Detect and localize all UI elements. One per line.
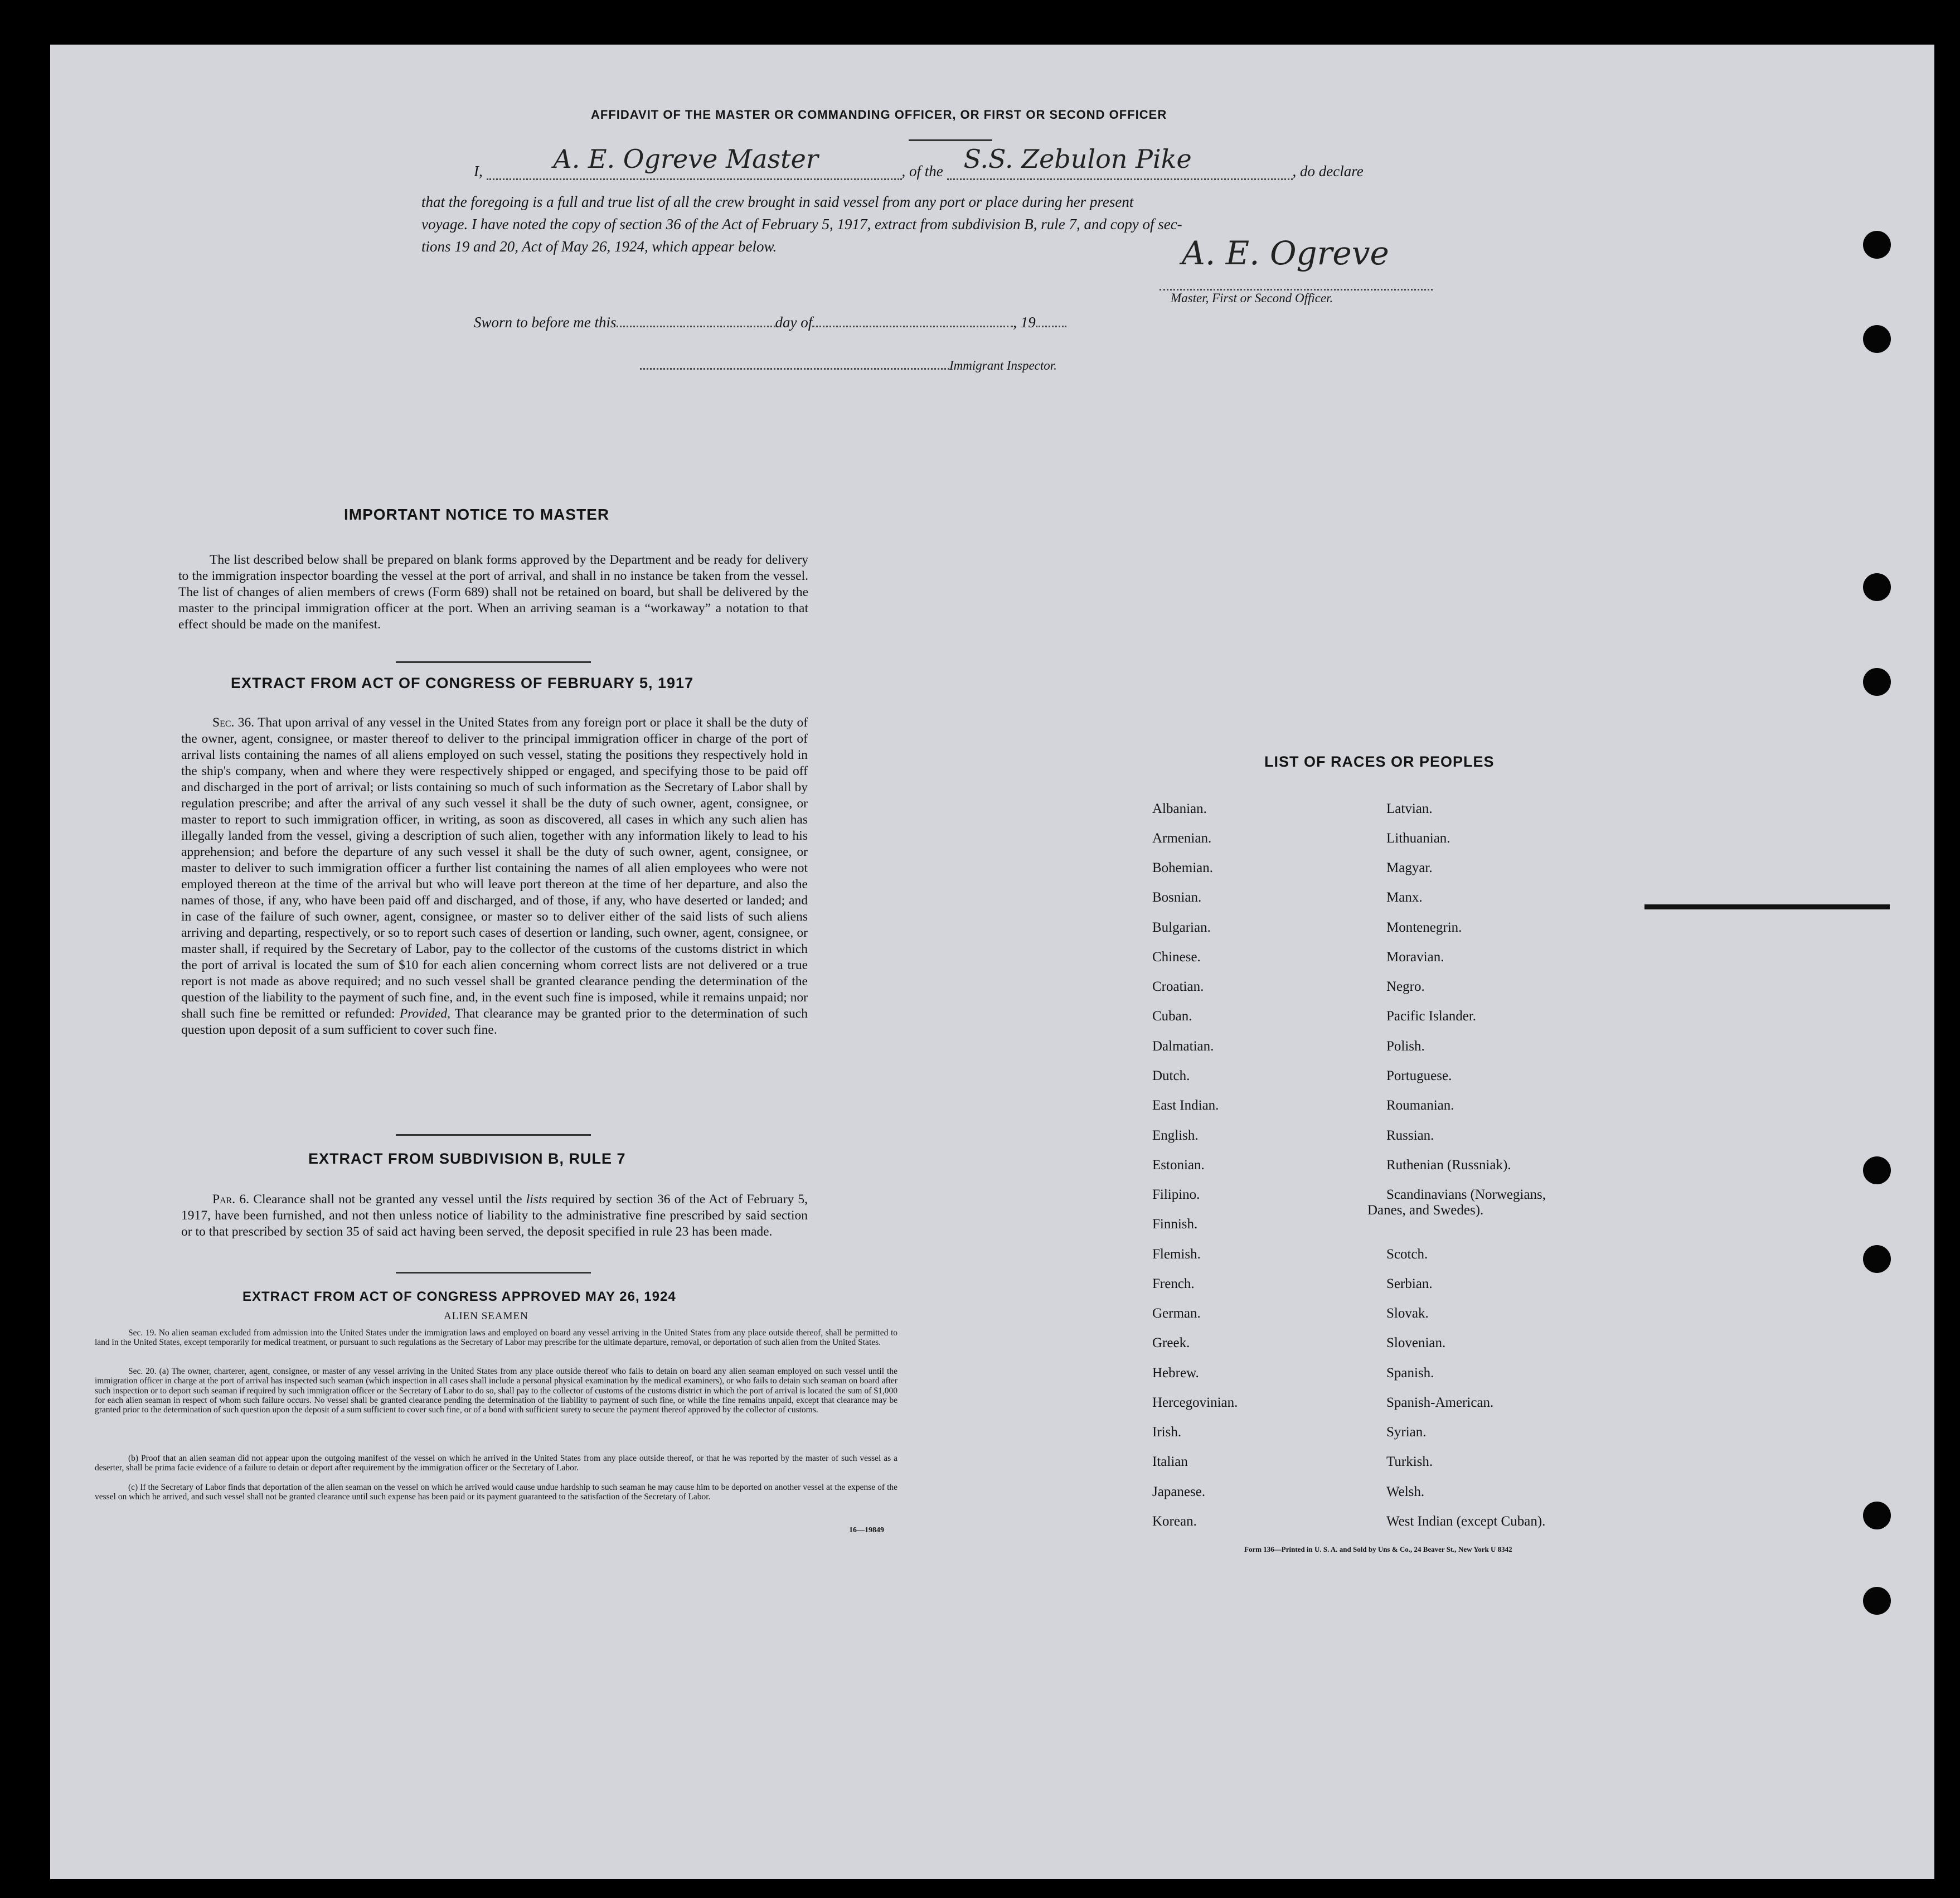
race-item: Japanese. [1152,1484,1206,1499]
race-item: Albanian. [1152,801,1207,816]
race-item: French. [1152,1276,1195,1291]
race-item: Hercegovinian. [1152,1395,1238,1410]
divider [396,1134,591,1136]
divider [396,661,591,663]
race-item: Filipino. [1152,1187,1200,1202]
rule7-body [181,1192,808,1240]
sworn-line [474,312,1066,331]
notice-text: The list described below shall be prepared on blank forms approved by the Department and be ready for delivery to the immigration inspector boarding the vessel at the port of arrival, and shall in no instance be taken from the vessel. The list of changes of alien members of crews (Form 689) shall not be retained on board, but shall be delivered by the master to the principal immigration officer at the port. When an arriving seaman is a “workaway” a notation to that effect should be made on the manifest. [178,553,808,632]
race-item: Bulgarian. [1152,920,1211,935]
race-item: Bohemian. [1152,860,1214,875]
race-item: Welsh. [1386,1484,1425,1499]
race-item: Magyar. [1386,860,1433,875]
day-of-label: day of [775,314,813,331]
extract-1917-body [181,715,808,1038]
affidavit-line2: that the foregoing is a full and true list of all the crew brought in said vessel from any port or place during her present [421,193,1134,210]
race-item: Armenian. [1152,831,1212,846]
race-item: Ruthenian (Russniak). [1386,1158,1511,1173]
race-item: Irish. [1152,1425,1182,1440]
affidavit-heading: AFFIDAVIT OF THE MASTER OR COMMANDING OFFICER, OR FIRST OR SECOND OFFICER [591,108,1167,122]
race-item: West Indian (except Cuban). [1386,1514,1546,1529]
race-item: Russian. [1386,1128,1434,1143]
print-code: 16—19849 [849,1526,884,1534]
race-item: Slovenian. [1386,1335,1446,1350]
officer-signature: A. E. Ogreve [1182,234,1389,272]
race-item: Bosnian. [1152,890,1202,905]
race-item: Moravian. [1386,950,1444,965]
punch-hole [1863,1156,1891,1184]
punch-hole [1863,1587,1891,1615]
race-item: Spanish-American. [1386,1395,1494,1410]
race-item: Croatian. [1152,979,1204,994]
sworn-label: Sworn to before me this [474,314,617,331]
race-item: Manx. [1386,890,1423,905]
lists-word: lists [526,1192,547,1207]
race-item: Negro. [1386,979,1425,994]
race-item: Finnish. [1152,1217,1198,1232]
punch-hole [1863,231,1891,259]
par-6-text-end: required by section 36 of the Act of February 5, 1917, have been furnished, and not then unless notice of liability to the administrative fine prescribed by said section or to that prescribed by section 35 of said act having been served, the deposit specified in rule 23 has been made. [181,1192,808,1239]
vessel-name-field [947,144,1293,180]
do-declare-label: , do declare [1292,163,1364,180]
race-item: Polish. [1386,1039,1425,1054]
race-item: Dalmatian. [1152,1039,1214,1054]
race-item: Cuban. [1152,1009,1192,1024]
inspector-label: Immigrant Inspector. [949,359,1057,372]
race-item: Estonian. [1152,1158,1205,1173]
inspector-signature-field [640,357,949,370]
race-item: Latvian. [1386,801,1433,816]
race-item: East Indian. [1152,1098,1219,1113]
races-title: LIST OF RACES OR PEOPLES [1264,753,1495,770]
par-6-label: Par. 6. [212,1192,250,1207]
master-handwritten: A. E. Ogreve Master [553,144,818,174]
form-footer: Form 136—Printed in U. S. A. and Sold by Uns & Co., 24 Beaver St., New York U 8342 [1244,1545,1512,1553]
sec-20b-text: (b) Proof that an alien seaman did not appear upon the outgoing manifest of the vessel on which he arrived in the United States from any place outside thereof, or that he was reported by the master of such vessel as a deserter, shall be prima facie evidence of a failure to detain or deport after requirement by the immigration officer or the Secretary of Labor. [95,1454,897,1473]
sworn-day-field [617,312,775,327]
race-item: English. [1152,1128,1199,1143]
race-item: Korean. [1152,1514,1197,1529]
race-item: Spanish. [1386,1366,1434,1381]
race-item: Pacific Islander. [1386,1009,1477,1024]
extract-1924-title: EXTRACT FROM ACT OF CONGRESS APPROVED MAY 26, 1924 [242,1289,676,1304]
notice-body [178,552,808,633]
vessel-handwritten: S.S. Zebulon Pike [963,144,1192,174]
punch-hole [1863,573,1891,601]
punch-hole [1863,668,1891,696]
race-item: Dutch. [1152,1068,1190,1083]
alien-seamen-subtitle: ALIEN SEAMEN [444,1310,528,1322]
notice-title: IMPORTANT NOTICE TO MASTER [344,506,610,523]
i-label: I, [474,163,483,180]
race-item: Montenegrin. [1386,920,1462,935]
race-item: Portuguese. [1386,1068,1452,1083]
affidavit-line3: voyage. I have noted the copy of section 36 of the Act of February 5, 1917, extract from subdivision B, rule 7, and copy of sec- [421,216,1182,233]
film-streak [1644,904,1890,909]
race-item: Greek. [1152,1335,1190,1350]
divider [909,139,992,141]
race-item: Syrian. [1386,1425,1427,1440]
race-item: Chinese. [1152,950,1201,965]
extract-1917-title: EXTRACT FROM ACT OF CONGRESS OF FEBRUARY 5, 1917 [231,675,694,691]
race-item: Italian [1152,1454,1188,1469]
divider [396,1272,591,1274]
par-6-text: Clearance shall not be granted any vessel until the [253,1192,522,1207]
sec-36-text: That upon arrival of any vessel in the United States from any foreign port or place it shall be the duty of the owner, agent, consignee, or master thereof to deliver to the principal immigration officer in charge of the port of arrival lists containing the names of all aliens employed on such vessel, stating the positions they respectively hold in the ship's company, when and where they were respectively shipped or engaged, and specifying those to be paid off and discharged in the port of arrival; or lists containing so much of such information as the Secretary of Labor shall by regulation prescribe; and after the arrival of any such vessel it shall be the duty of such owner, agent, consignee, or master to report to such immigration officer, in writing, as soon as discovered, all cases in which any such alien has illegally landed from the vessel, giving a description of such alien, together with any information likely to lead to his apprehension; and before the departure of any such vessel it shall be the duty of such owner, agent, consignee, or master to deliver to such immigration officer a further list containing the names of all alien employees who were not employed thereon at the time of the arrival but who will leave port thereon at the time of her departure, and also the names of those, if any, who have been paid off and discharged, and of those, if any, who have deserted or landed; and in case of the failure of such owner, agent, consignee, or master so to deliver either of the said lists of such aliens arriving and departing, respectively, or so to report such cases of desertion or landing, such owner, agent, consignee, or master shall, if required by the Secretary of Labor, pay to the collector of the customs of the customs district in which the port of arrival is located the sum of $10 for each alien concerning whom correct lists are not delivered or a true report is not made as above required; and no such vessel shall be granted clearance pending the determination of the question of the liability to the payment of such fine, and, in the event such fine is imposed, while it remains unpaid; nor shall such fine be remitted or refunded: [181,715,808,1021]
race-item: Flemish. [1152,1247,1201,1262]
sec-20c-text: (c) If the Secretary of Labor finds that deportation of the alien seaman on the vessel on which he arrived would cause undue hardship to such seaman he may cause him to be deported on another vessel at the expense of the vessel on which he arrived, and such vessel shall not be granted clearance until such expense has been paid or its payment guaranteed to the satisfaction of the Secretary of Labor. [95,1483,897,1502]
provided-word: Provided, [399,1006,450,1021]
race-item: Scotch. [1386,1247,1428,1262]
race-item: Roumanian. [1386,1098,1454,1113]
punch-hole [1863,325,1891,353]
race-item: German. [1152,1306,1201,1321]
affidavit-line4: tions 19 and 20, Act of May 26, 1924, which appear below. [421,238,777,255]
signature-line [1159,289,1433,290]
race-item: Serbian. [1386,1276,1433,1291]
inspector-line [640,357,1057,373]
race-item: Danes, and Swedes). [1367,1203,1484,1218]
sworn-month-field [812,312,1013,327]
affidavit-line1 [474,144,1364,180]
race-item: Scandinavians (Norwegians, [1386,1187,1546,1202]
year-prefix: , 19 [1013,314,1036,331]
sec-19-text: Sec. 19. No alien seaman excluded from admission into the United States under the immigration laws and employed on board any vessel arriving in the United States from any place outside thereof, shall be permitted to land in the United States, except temporarily for medical treatment, or pursuant to such regulations as the Secretary of Labor may prescribe for the ultimate departure, removal, or deportation of such alien from the United States. [95,1328,897,1348]
punch-hole [1863,1502,1891,1529]
punch-hole [1863,1245,1891,1273]
race-item: Lithuanian. [1386,831,1450,846]
of-the-label: , of the [901,163,943,180]
rule7-title: EXTRACT FROM SUBDIVISION B, RULE 7 [308,1150,626,1167]
sec-36-label: Sec. 36. [212,715,255,730]
signature-caption: Master, First or Second Officer. [1171,291,1333,305]
master-name-field [487,144,902,180]
sworn-year-field [1036,312,1066,327]
extract-1917-text [181,715,808,1038]
race-item: Hebrew. [1152,1366,1199,1381]
rule7-text [181,1192,808,1240]
sec-20a-text: Sec. 20. (a) The owner, charterer, agent, consignee, or master of any vessel arriving in the United States from any place outside thereof who fails to detain on board any alien seaman employed on such vessel until the immigration officer in charge at the port of arrival has inspected such seaman (which inspection in all cases shall include a personal physical examination by the medical examiners), or who fails to detain such seaman on board after such inspection or to deport such seaman if required by such immigration officer or the Secretary of Labor to do so, shall pay to the collector of customs of the customs district in which the port of arrival is located the sum of $1,000 for each alien seaman in respect of whom such failure occurs. No vessel shall be granted clearance pending the determination of the liability to payment of such fine, or while the fine remains unpaid, except that clearance may be granted prior to the determination of such question upon the deposit of a sum sufficient to cover such fine, or of a bond with sufficient surety to secure the payment thereof approved by the collector of customs. [95,1367,897,1415]
race-item: Slovak. [1386,1306,1429,1321]
sec-36-text-end: That clearance may be granted prior to the determination of such question upon deposit of a sum sufficient to cover such fine. [181,1006,808,1037]
race-item: Turkish. [1386,1454,1433,1469]
